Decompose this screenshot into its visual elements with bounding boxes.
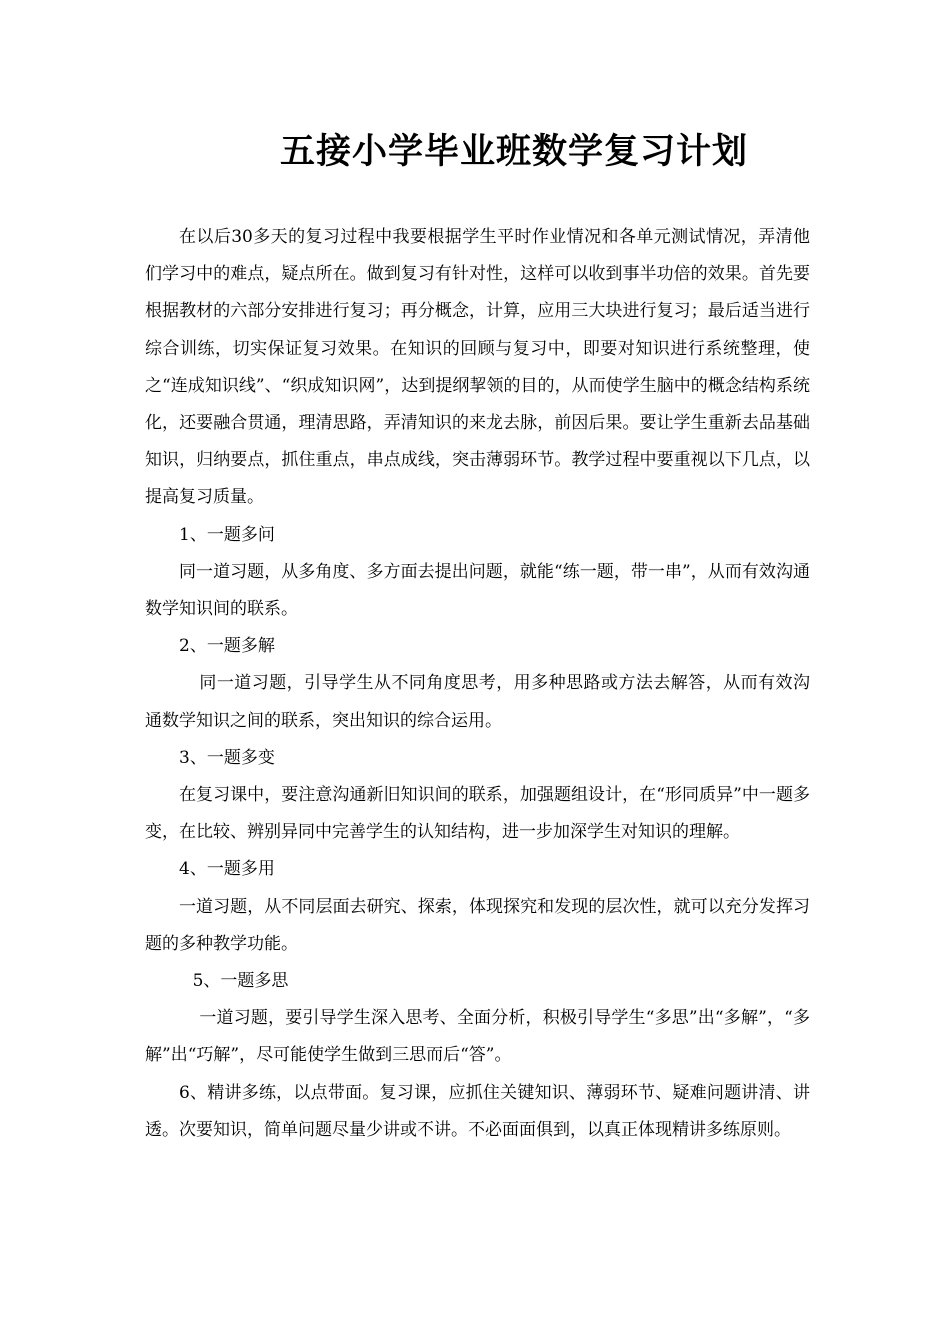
intro-paragraph: 在以后30多天的复习过程中我要根据学生平时作业情况和各单元测试情况，弄清他们学习中的难点，疑点所在。做到复习有针对性，这样可以收到事半功倍的效果。首先要根据教材的六部分安排进行复习；再分概念，计算，应用三大块进行复习；最后适当进行综合训练，切实保证复习效果。在知识的回顾与复习中，即要对知识进行系统整理，使之“连成知识线”、“织成知识网”，达到提纲挈领的目的，从而使学生脑中的概念结构系统化，还要融合贯通，理清思路，弄清知识的来龙去脉，前因后果。要让学生重新去品基础知识，归纳要点，抓住重点，串点成线，突击薄弱环节。教学过程中要重视以下几点，以提高复习质量。	[145, 227, 810, 508]
section-body-1: 同一道习题，从多角度、多方面去提出问题，就能“练一题，带一串”，从而有效沟通数学知识间的联系。	[145, 561, 810, 620]
section-body-2: 同一道习题，引导学生从不同角度思考，用多种思路或方法去解答，从而有效沟通数学知识之间的联系，突出知识的综合运用。	[145, 673, 810, 731]
section-heading-5: 5、一题多思	[192, 971, 289, 992]
section-heading-3: 3、一题多变	[179, 747, 275, 768]
closing-paragraph: 6、精讲多练，以点带面。复习课，应抓住关键知识、薄弱环节、疑难问题讲清、讲透。次要知识，简单问题尽量少讲或不讲。不必面面俱到，以真正体现精讲多练原则。	[145, 1082, 810, 1140]
section-body-4: 一道习题，从不同层面去研究、探索，体现探究和发现的层次性，就可以充分发挥习题的多种教学功能。	[145, 896, 810, 954]
section-heading-1: 1、一题多问	[179, 524, 275, 545]
section-heading-4: 4、一题多用	[179, 859, 275, 880]
page-title: 五接小学毕业班数学复习计划	[279, 131, 748, 172]
section-body-5: 一道习题，要引导学生深入思考、全面分析，积极引导学生“多思”出“多解”，“多解”出“巧解”，尽可能使学生做到三思而后“答”。	[145, 1008, 810, 1066]
section-body-3: 在复习课中，要注意沟通新旧知识间的联系，加强题组设计，在“形同质异”中一题多变，在比较、辨别异同中完善学生的认知结构，进一步加深学生对知识的理解。	[145, 785, 810, 843]
document-body	[145, 219, 810, 1149]
section-heading-2: 2、一题多解	[179, 636, 275, 657]
